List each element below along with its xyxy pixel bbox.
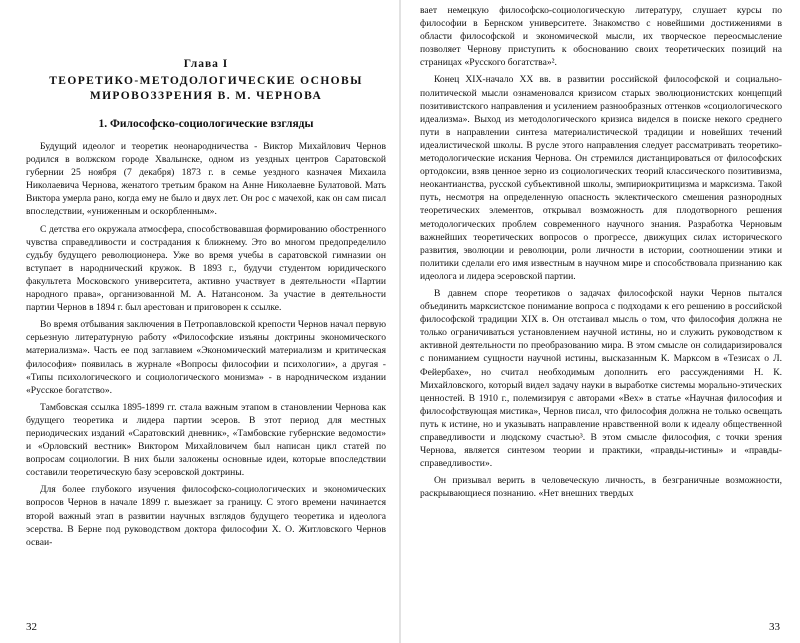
- paragraph-4: Тамбовская ссылка 1895-1899 гг. стала важным этапом в становлении Чернова как будущего теоретика и лидера партии эсеров. В этот период для местных периодических изданий «Саратовский дневник», «Тамбовские губернские ведомости» и «Орловский вестник» Виктором Михайловичем был написан цикл статей по вопросам социологии. В них были заложены основные идеи, которые впоследствии составили теоретическую базу эсеровской доктрины.: [26, 401, 386, 479]
- section-title: 1. Философско-социологические взгляды: [98, 118, 314, 130]
- paragraph-continued: вает немецкую философско-социологическую литературу, слушает курсы по философии в Бернском университете. Знакомство с новейшими достижениями в области философской и экономической мысли, их творческое переосмысление позволяет Чернову приступить к обоснованию своих теоретических позиций на страницах «Русского богатства»².: [420, 5, 782, 69]
- chapter-title: [26, 74, 386, 104]
- paragraph-5: Для более глубокого изучения философско-социологических и экономических вопросов Чернов в начале 1899 г. выезжает за границу. С этого времени начинается второй важный этап в развитии научных взглядов будущего теоретика и идеолога эсерства. В Берне под руководством доктора философии Х. О. Житловского Чернов осваи-: [26, 484, 386, 548]
- paragraph-6: Конец XIX-начало XX вв. в развитии российской философской и социально-политической мысли ознаменовался кризисом старых эволюционистских концепций позитивистского направления и усилением разнообразных оттенков «социологического идеализма». Выход из методологического кризиса виделся в поиске некого среднего пути в направлении синтеза материалистической традиции и новейших течений идеалистической школы. В русле этого направления следует рассматривать теоретико-методологические искания Чернова. Он стремился дистанцироваться от философских ортодоксии, взяв ценное зерно из социологических теорий классического позитивизма, неокантианства, русской субъективной школы, эмпириокритицизма и марксизма. Такой путь, несмотря на определенную опасность эклектического смешения разнородных теоретических элементов, открывал возможность для плодотворного решения методологических проблем современного научного знания. Разработка Черновым важнейших теоретических вопросов о прогрессе, движущих силах исторического развития, эволюции и революции, роли личности в истории, соотношении этики и политики сделали его имя известным в научном мире и способствовала признанию как идеолога и лидера эсеровской партии.: [420, 74, 782, 282]
- page-number-right: 33: [769, 621, 780, 633]
- chapter-label: Глава I: [183, 58, 229, 70]
- chapter-title-line-1: ТЕОРЕТИКО-МЕТОДОЛОГИЧЕСКИЕ ОСНОВЫ: [49, 75, 363, 87]
- paragraph-8: Он призывал верить в человеческую личность, в безграничные возможности, раскрывающиеся познанию. «Нет внешних твердых: [420, 475, 782, 500]
- right-page: [400, 0, 800, 643]
- paragraph-7: В давнем споре теоретиков о задачах философской науки Чернов пытался объединить марксистское понимание вопроса с подходами к его решению в российской философской традиции XIX в. Он отстаивал мысль о том, что философия должна не только ограничиваться установлением научной истины, но и служить руководством к активной деятельности по преобразованию мира. В этом смысле он солидаризировался с пониманием сущности научной истины, высказанным К. Марксом в «Тезисах о Л. Фейербахе», но считал необходимым дополнить его рассуждениями Н. К. Михайловского, который видел задачу науки в выработке системы морально-этических ценностей. В 1910 г., полемизируя с авторами «Вех» в статье «Научная философия и философствующая мистика», Чернов писал, что философия должна не только освещать путь к истине, но и указывать направление нравственной воли к идеалу общественной справедливости и людскому счастью³. В этом смысле философия, с точки зрения Чернова, является синтезом теории и практики, «правды-истины» и «правды-справедливости».: [420, 287, 782, 470]
- chapter-title-line-2: МИРОВОЗЗРЕНИЯ В. М. ЧЕРНОВА: [89, 90, 323, 102]
- paragraph-3: Во время отбывания заключения в Петропавловской крепости Чернов начал первую серьезную литературную работу «Философские изъяны доктрины экономического материализма». Часть ее под заглавием «Экономический материализм и критическая философия» появилась в журнале «Вопросы философии и психологии», а другая - «Типы психологического и социологического монизма» - в народническом издании «Русское богатство».: [26, 319, 386, 396]
- paragraph-2: С детства его окружала атмосфера, способствовавшая формированию обостренного чувства справедливости и сострадания к ближнему. Это во многом предопределило судьбу будущего революционера. Уже во время учебы в саратовской гимназии он вступает в народнический кружок. В 1893 г., будучи студентом юридического факультета Московского университета, активно участвует в деятельности «Партии народного права», организованной М. А. Натансоном. За участие в деятельности партии Чернов в 1894 г. был арестован и приговорен к ссылке.: [26, 223, 386, 314]
- paragraph-1: Будущий идеолог и теоретик неонародничества - Виктор Михайлович Чернов родился в волжском городе Хвалынске, одном из уездных центров Саратовской губернии 25 ноября (7 декабря) 1873 г. в семье уездного казначея Михаила Николаевича Чернова, женатого третьим браком на Анне Николаевне Булатовой. Мать Виктора умерла рано, когда ему не было и двух лет. Он рос с мачехой, как он сам писал впоследствии, «униженным и оскорбленным».: [26, 141, 386, 218]
- page-number-left: 32: [26, 621, 37, 633]
